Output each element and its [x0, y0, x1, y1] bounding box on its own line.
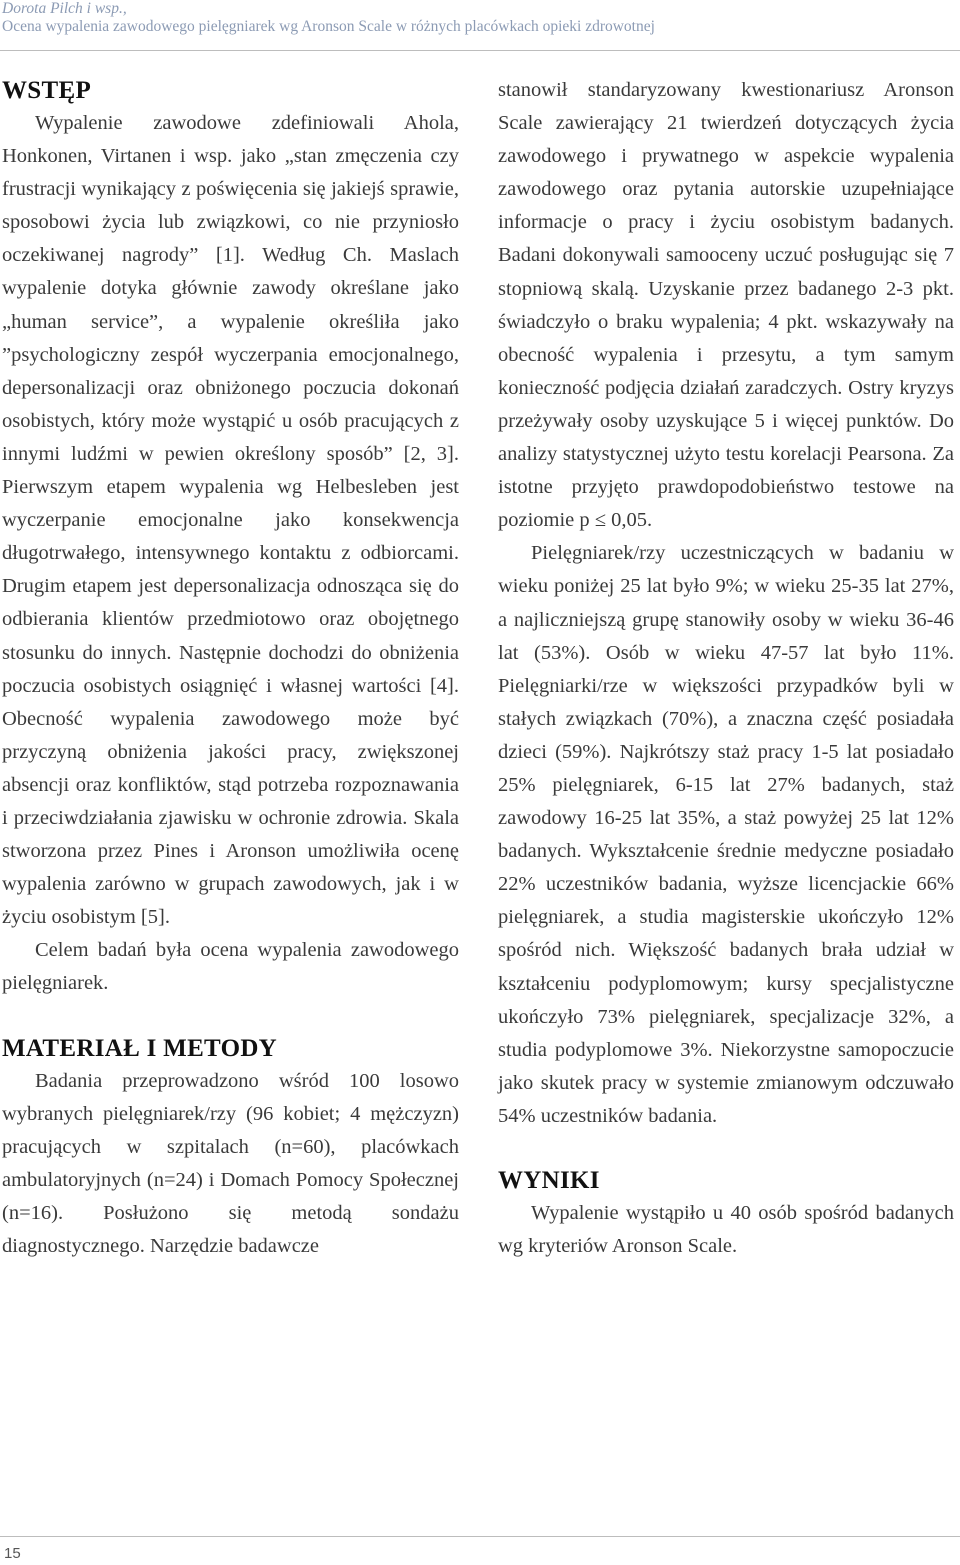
- running-header: [2, 0, 655, 36]
- methods-paragraph-1-cont: stanowił standaryzowany kwestionariusz Aronson Scale zawierający 21 twierdzeń dotyczących życia zawodowego i prywatnego w aspekcie wypalenia zawodowego oraz pytania autorskie uzupełniające informacje o pracy i życiu osobistym badanych. Badani dokonywali samooceny uczuć posługując się 7 stopniową skalą. Uzyskanie przez badanego 2-3 pkt. świadczyło o braku wypalenia; 4 pkt. wskazywały na obecność wypalenia i przesytu, a tym samym konieczność podjęcia działań zaradczych. Ostry kryzys przeżywały osoby uzyskujące 5 i więcej punktów. Do analizy statystycznej użyto testu korelacji Pearsona. Za istotne przyjęto prawdopodobieństwo testowe na poziomie p ≤ 0,05.: [498, 79, 954, 532]
- footer-divider: [0, 1536, 960, 1537]
- section-heading-results: WYNIKI: [498, 1167, 600, 1194]
- section-heading-intro: WSTĘP: [2, 77, 92, 104]
- running-header-title: Ocena wypalenia zawodowego pielęgniarek wg Aronson Scale w różnych placówkach opieki zdrowotnej: [2, 18, 655, 35]
- right-column: [498, 74, 954, 1263]
- intro-paragraph-2: Celem badań była ocena wypalenia zawodowego pielęgniarek.: [2, 939, 459, 995]
- page-number: 15: [4, 1545, 21, 1562]
- methods-paragraph-2: Pielęgniarek/rzy uczestniczących w badaniu w wieku poniżej 25 lat było 9%; w wieku 25-35 lat 27%, a najliczniejszą grupę stanowiły osoby w wieku 36-46 lat (53%). Osób w wieku 47-57 lat było 11%. Pielęgniarki/rze w większości przypadków byli w stałych związkach (70%), a znaczna część posiadała dzieci (59%). Najkrótszy staż pracy 1-5 lat posiadało 25% pielęgniarek, 6-15 lat 27% badanych, staż zawodowy 16-25 lat 35%, a staż powyżej 25 lat 12% badanych. Wykształcenie średnie medyczne posiadało 22% uczestników badania, wyższe licencjackie 66% pielęgniarek, a studia magisterskie ukończyło 12% spośród nich. Większość badanych brała udział w kształceniu podyplomowym; kursy specjalistyczne ukończyło 73% pielęgniarek, specjalizacje 32%, a studia podyplomowe 3%. Niekorzystne samopoczucie jako skutek pracy w systemie zmianowym odczuwało 54% uczestników badania.: [498, 542, 954, 1127]
- left-column: [2, 74, 459, 1263]
- section-heading-methods: MATERIAŁ I METODY: [2, 1034, 278, 1062]
- header-divider: [0, 50, 960, 51]
- methods-paragraph-1-start: Badania przeprowadzono wśród 100 losowo wybranych pielęgniarek/rzy (96 kobiet; 4 mężczyzn) pracujących w szpitalach (n=60), placówkach ambulatoryjnych (n=24) i Domach Pomocy Społecznej (n=16). Posłużono się metodą sondażu diagnostycznego. Narzędzie badawcze: [2, 1069, 459, 1257]
- intro-paragraph-1: Wypalenie zawodowe zdefiniowali Ahola, Honkonen, Virtanen i wsp. jako „stan zmęczenia czy frustracji wynikający z poświęcenia się jakiejś sprawie, sposobowi życia lub związkowi, co nie przyniosło oczekiwanej nagrody” [1]. Według Ch. Maslach wypalenie dotyka głównie zawody określane jako „human service”, a wypalenie określiła jako ”psychologiczny zespół wyczerpania emocjonalnego, depersonalizacji oraz obniżonego poczucia dokonań osobistych, który może wystąpić u osób pracujących z innymi ludźmi w pewien określony sposób” [2, 3]. Pierwszym etapem wypalenia wg Helbesleben jest wyczerpanie emocjonalne jako konsekwencja długotrwałego, intensywnego kontaktu z odbiorcami. Drugim etapem jest depersonalizacja odnosząca się do odbierania klientów przedmiotowo oraz obojętnego stosunku do innych. Następnie dochodzi do obniżenia poczucia osobistych osiągnięć i własnej wartości [4]. Obecność wypalenia zawodowego może być przyczyną obniżenia jakości pracy, zwiększonej absencji oraz konfliktów, stąd potrzeba rozpoznawania i przeciwdziałania zjawisku w ochronie zdrowia. Skala stworzona przez Pines i Aronson umożliwiła ocenę wypalenia zarówno w grupach zawodowych, jak i w życiu osobistym [5].: [2, 112, 459, 929]
- results-paragraph-1: Wypalenie wystąpiło u 40 osób spośród badanych wg kryteriów Aronson Scale.: [498, 1202, 954, 1258]
- running-header-authors: Dorota Pilch i wsp.,: [2, 0, 127, 17]
